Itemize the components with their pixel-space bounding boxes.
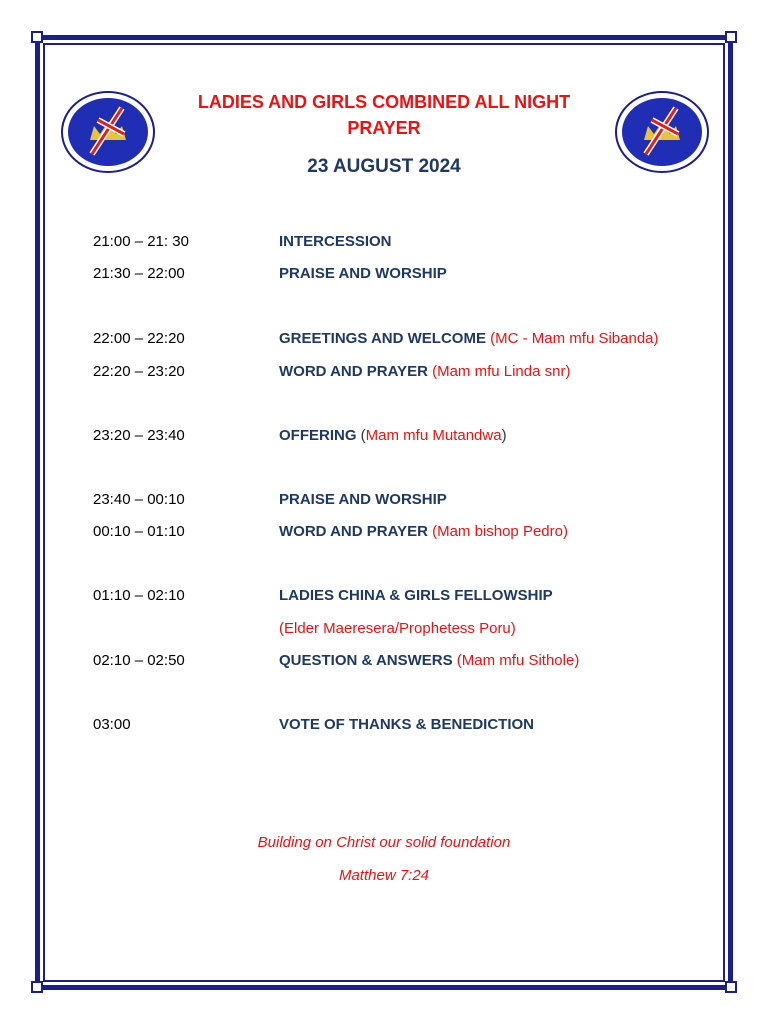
row-time: 21:00 – 21: 30 [93, 233, 189, 250]
page-title [150, 89, 618, 141]
schedule-row [0, 427, 768, 451]
schedule-row [0, 363, 768, 387]
row-time: 22:00 – 22:20 [93, 330, 185, 347]
row-activity [279, 620, 516, 637]
schedule-row [0, 491, 768, 515]
row-activity: PRAISE AND WORSHIP [279, 491, 447, 508]
row-leader: (Elder Maeresera/Prophetess Poru) [279, 620, 516, 637]
row-leader: (MC - Mam mfu Sibanda) [490, 330, 659, 347]
row-leader: Mam mfu Mutandwa [365, 427, 502, 444]
row-time: 03:00 [93, 716, 131, 733]
church-emblem-icon-right [614, 86, 710, 182]
schedule-row [0, 330, 768, 354]
row-leader: (Mam bishop Pedro) [432, 523, 568, 540]
row-leader: (Mam mfu Sithole) [456, 652, 580, 669]
corner-ornament [31, 31, 43, 43]
row-time: 23:40 – 00:10 [93, 491, 185, 508]
schedule-row [0, 716, 768, 740]
schedule-row [0, 620, 768, 644]
row-time: 21:30 – 22:00 [93, 265, 185, 282]
row-time: 00:10 – 01:10 [93, 523, 185, 540]
row-time: 22:20 – 23:20 [93, 363, 185, 380]
row-activity: WORD AND PRAYER (Mam mfu Linda snr) [279, 363, 571, 380]
row-activity: LADIES CHINA & GIRLS FELLOWSHIP [279, 587, 553, 604]
schedule-row [0, 233, 768, 257]
row-time: 01:10 – 02:10 [93, 587, 185, 604]
title-line-2: PRAYER [347, 118, 421, 138]
schedule-row [0, 265, 768, 289]
row-activity: VOTE OF THANKS & BENEDICTION [279, 716, 535, 733]
schedule-row [0, 523, 768, 547]
corner-ornament [31, 981, 43, 993]
church-emblem-icon-left [60, 86, 156, 182]
row-activity: QUESTION & ANSWERS (Mam mfu Sithole) [279, 652, 580, 669]
footer-verse: Matthew 7:24 [338, 867, 430, 884]
corner-ornament [725, 981, 737, 993]
footer-motto: Building on Christ our solid foundation [257, 834, 511, 851]
row-activity: INTERCESSION [279, 233, 392, 250]
row-activity: OFFERING (Mam mfu Mutandwa) [279, 427, 507, 444]
schedule-row [0, 587, 768, 611]
row-leader: (Mam mfu Linda snr) [432, 363, 571, 380]
event-date: 23 AUGUST 2024 [307, 156, 461, 177]
row-time: 23:20 – 23:40 [93, 427, 185, 444]
row-time: 02:10 – 02:50 [93, 652, 185, 669]
title-line-1: LADIES AND GIRLS COMBINED ALL NIGHT [197, 92, 571, 112]
row-activity: WORD AND PRAYER (Mam bishop Pedro) [279, 523, 568, 540]
row-activity: PRAISE AND WORSHIP [279, 265, 447, 282]
schedule-row [0, 652, 768, 676]
row-activity: GREETINGS AND WELCOME (MC - Mam mfu Sibanda) [279, 330, 659, 347]
corner-ornament [725, 31, 737, 43]
